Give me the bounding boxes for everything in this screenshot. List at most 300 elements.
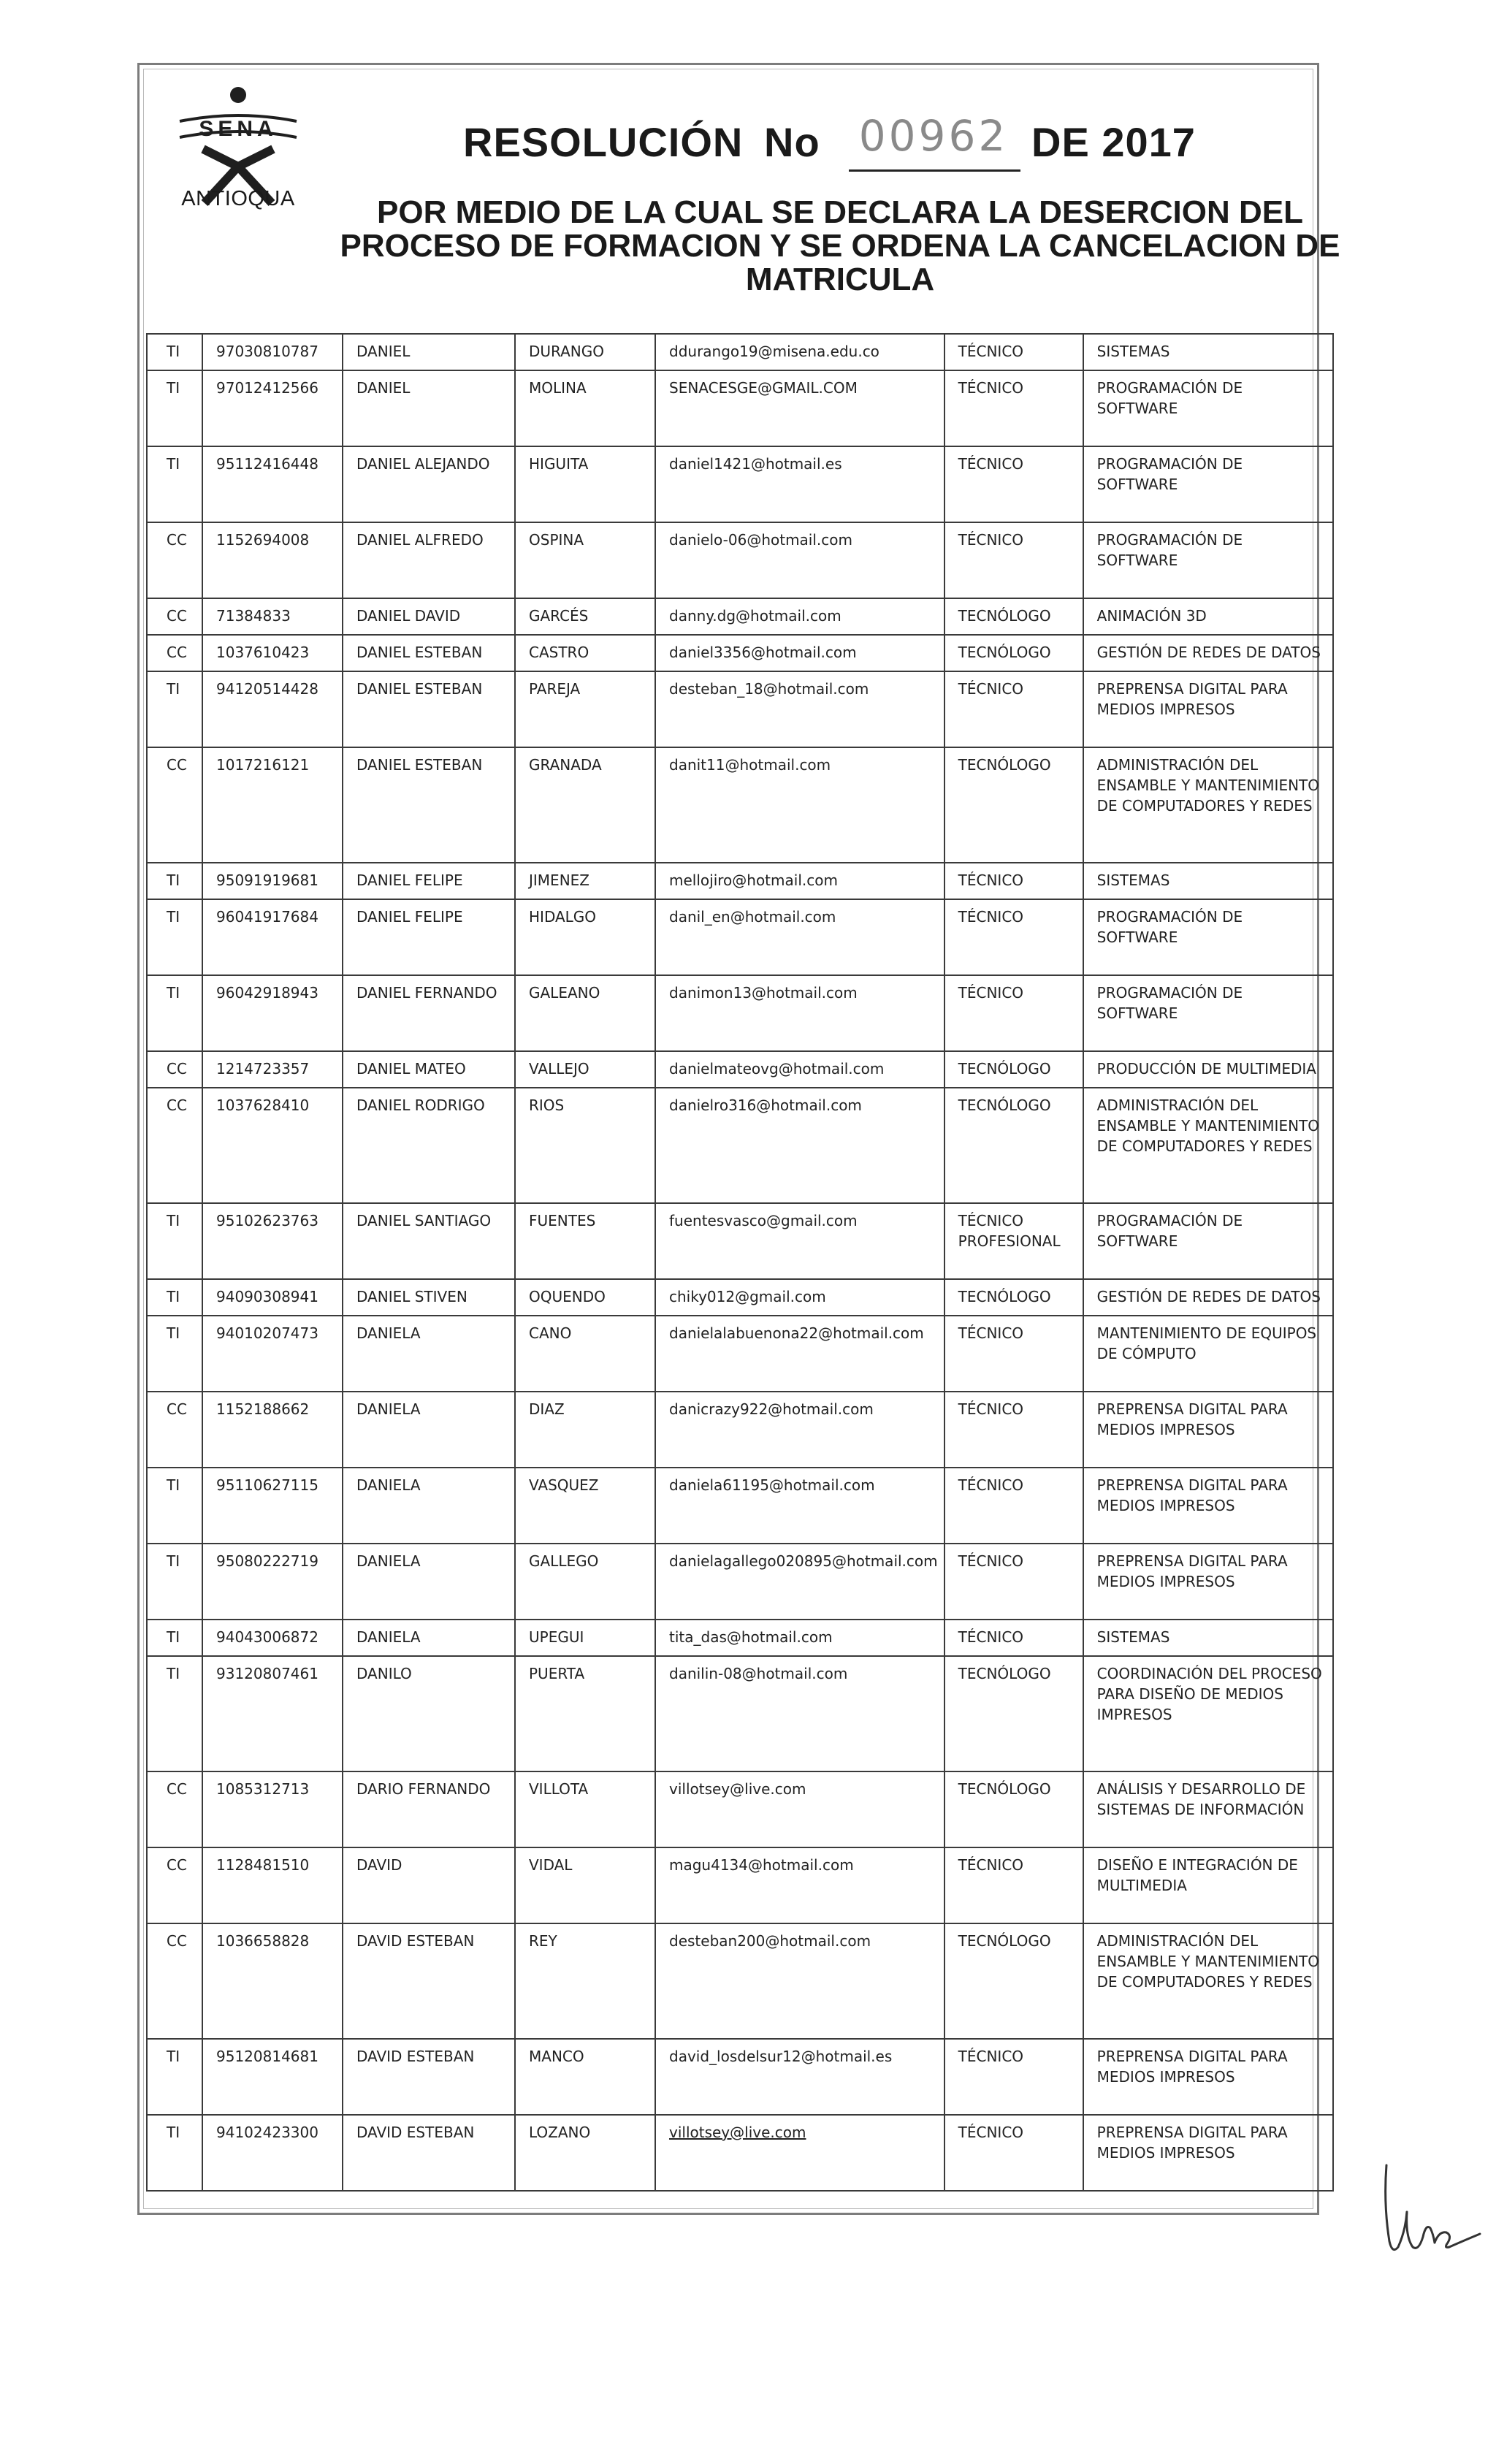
table-row	[147, 975, 1333, 1051]
cell-email-text: ddurango19@misena.edu.co	[669, 343, 879, 360]
cell-id-number-text: 95112416448	[216, 455, 318, 473]
table-row	[147, 334, 1333, 370]
cell-level	[944, 1088, 1083, 1203]
cell-id-number	[202, 598, 343, 635]
cell-first-name	[343, 334, 515, 370]
cell-id-type	[147, 2039, 202, 2115]
cell-email	[655, 1088, 944, 1203]
cell-program	[1083, 446, 1333, 522]
cell-email	[655, 975, 944, 1051]
cell-email-text: daniel1421@hotmail.es	[669, 455, 842, 473]
cell-program-text: GESTIÓN DE REDES DE DATOS	[1096, 644, 1321, 661]
cell-level	[944, 671, 1083, 747]
table-row	[147, 899, 1333, 975]
cell-first-name	[343, 1620, 515, 1656]
cell-id-number	[202, 1620, 343, 1656]
cell-first-name	[343, 1316, 515, 1392]
subject-line-3: MATRICULA	[745, 262, 935, 297]
cell-level	[944, 446, 1083, 522]
cell-email	[655, 1771, 944, 1847]
cell-program	[1083, 1923, 1333, 2039]
cell-first-name-text: DANIEL ESTEBAN	[356, 680, 483, 698]
cell-last-name	[515, 1771, 655, 1847]
cell-last-name-text: VALLEJO	[529, 1060, 589, 1077]
cell-first-name	[343, 1656, 515, 1771]
cell-first-name-text: DANIEL MATEO	[356, 1060, 466, 1077]
cell-level-text: TÉCNICO	[958, 379, 1024, 397]
student-roster-table	[146, 333, 1334, 2192]
cell-id-type-text: CC	[167, 644, 187, 661]
cell-last-name-text: OSPINA	[529, 531, 584, 549]
cell-level-text: TECNÓLOGO	[958, 1665, 1051, 1682]
cell-email	[655, 2039, 944, 2115]
cell-email-text: danielalabuenona22@hotmail.com	[669, 1324, 924, 1342]
cell-level-text: TÉCNICO	[958, 1552, 1024, 1570]
cell-id-number	[202, 1847, 343, 1923]
cell-email	[655, 522, 944, 598]
cell-id-number-text: 1214723357	[216, 1060, 310, 1077]
cell-id-number-text: 97012412566	[216, 379, 318, 397]
cell-id-number	[202, 1656, 343, 1771]
cell-last-name-text: GALEANO	[529, 984, 600, 1002]
cell-email-text[interactable]: villotsey@live.com	[669, 2124, 806, 2141]
cell-program	[1083, 522, 1333, 598]
cell-first-name-text: DANIEL STIVEN	[356, 1288, 468, 1305]
cell-id-type-text: CC	[167, 1780, 187, 1798]
student-roster-body	[147, 334, 1333, 2191]
cell-level	[944, 598, 1083, 635]
table-row	[147, 1088, 1333, 1203]
cell-id-type-text: TI	[167, 2124, 180, 2141]
cell-id-type-text: TI	[167, 1476, 180, 1494]
cell-program-text: PROGRAMACIÓN DE SOFTWARE	[1096, 379, 1243, 417]
cell-last-name-text: HIGUITA	[529, 455, 589, 473]
table-row	[147, 747, 1333, 863]
cell-id-type-text: TI	[167, 908, 180, 926]
cell-id-number-text: 96042918943	[216, 984, 318, 1002]
cell-first-name-text: DANIEL ESTEBAN	[356, 756, 483, 774]
cell-id-type	[147, 671, 202, 747]
cell-last-name-text: VIDAL	[529, 1856, 573, 1874]
cell-id-type-text: TI	[167, 1628, 180, 1646]
cell-email-text: danit11@hotmail.com	[669, 756, 831, 774]
cell-program-text: COORDINACIÓN DEL PROCESO PARA DISEÑO DE MEDIOS IMPRESOS	[1096, 1665, 1322, 1723]
cell-id-type	[147, 1088, 202, 1203]
cell-first-name-text: DANIELA	[356, 1400, 421, 1418]
cell-level	[944, 1771, 1083, 1847]
cell-level-text: TÉCNICO PROFESIONAL	[958, 1212, 1061, 1250]
cell-email-text: villotsey@live.com	[669, 1780, 806, 1798]
resolution-number-label: No	[764, 119, 820, 165]
cell-first-name	[343, 1923, 515, 2039]
cell-id-type	[147, 1279, 202, 1316]
cell-id-type	[147, 1847, 202, 1923]
cell-id-number-text: 95080222719	[216, 1552, 318, 1570]
cell-last-name-text: MOLINA	[529, 379, 587, 397]
cell-id-number-text: 1036658828	[216, 1932, 310, 1950]
cell-id-number-text: 1037628410	[216, 1096, 310, 1114]
cell-id-number	[202, 1203, 343, 1279]
cell-email	[655, 446, 944, 522]
cell-level	[944, 370, 1083, 446]
cell-id-number	[202, 1468, 343, 1544]
cell-program	[1083, 1088, 1333, 1203]
cell-id-number-text: 95110627115	[216, 1476, 318, 1494]
cell-email-text: daniel3356@hotmail.com	[669, 644, 857, 661]
cell-email-text: danielmateovg@hotmail.com	[669, 1060, 885, 1077]
cell-id-number	[202, 635, 343, 671]
cell-id-number-text: 95102623763	[216, 1212, 318, 1229]
cell-email	[655, 1468, 944, 1544]
cell-level-text: TÉCNICO	[958, 1324, 1024, 1342]
table-row	[147, 1316, 1333, 1392]
cell-id-type	[147, 1620, 202, 1656]
cell-id-number-text: 1085312713	[216, 1780, 310, 1798]
cell-id-type-text: TI	[167, 1665, 180, 1682]
cell-id-number	[202, 2039, 343, 2115]
cell-id-type-text: CC	[167, 1856, 187, 1874]
cell-level	[944, 863, 1083, 899]
cell-email-text: david_losdelsur12@hotmail.es	[669, 2048, 893, 2065]
cell-last-name	[515, 1468, 655, 1544]
cell-level-text: TÉCNICO	[958, 455, 1024, 473]
table-row	[147, 446, 1333, 522]
cell-first-name	[343, 1088, 515, 1203]
cell-first-name-text: DANIEL RODRIGO	[356, 1096, 485, 1114]
cell-last-name	[515, 975, 655, 1051]
cell-id-number	[202, 334, 343, 370]
cell-program	[1083, 598, 1333, 635]
cell-first-name-text: DANIEL ALFREDO	[356, 531, 484, 549]
resolution-title: RESOLUCIÓN	[463, 119, 744, 165]
cell-first-name	[343, 975, 515, 1051]
cell-id-number-text: 1152694008	[216, 531, 310, 549]
cell-first-name-text: DANIEL ALEJANDO	[356, 455, 490, 473]
cell-program-text: PROGRAMACIÓN DE SOFTWARE	[1096, 908, 1243, 946]
cell-program	[1083, 975, 1333, 1051]
cell-id-type-text: TI	[167, 1212, 180, 1229]
cell-first-name-text: DARIO FERNANDO	[356, 1780, 491, 1798]
table-row	[147, 1544, 1333, 1620]
cell-last-name-text: CASTRO	[529, 644, 589, 661]
cell-first-name	[343, 1392, 515, 1468]
cell-id-type	[147, 747, 202, 863]
cell-first-name-text: DANIEL FELIPE	[356, 871, 463, 889]
cell-level-text: TÉCNICO	[958, 984, 1024, 1002]
cell-email	[655, 2115, 944, 2191]
logo-brand: SENA	[199, 117, 278, 141]
cell-last-name-text: PUERTA	[529, 1665, 585, 1682]
cell-id-number-text: 97030810787	[216, 343, 318, 360]
cell-first-name	[343, 370, 515, 446]
cell-first-name-text: DANILO	[356, 1665, 412, 1682]
cell-program	[1083, 899, 1333, 975]
cell-id-type-text: CC	[167, 607, 187, 625]
cell-last-name	[515, 598, 655, 635]
cell-id-number-text: 93120807461	[216, 1665, 318, 1682]
cell-level-text: TÉCNICO	[958, 2048, 1024, 2065]
cell-email-text: SENACESGE@GMAIL.COM	[669, 379, 858, 397]
cell-program-text: SISTEMAS	[1096, 1628, 1170, 1646]
cell-id-type	[147, 1544, 202, 1620]
cell-first-name	[343, 598, 515, 635]
cell-id-number	[202, 2115, 343, 2191]
cell-id-type	[147, 446, 202, 522]
table-row	[147, 635, 1333, 671]
cell-last-name	[515, 1656, 655, 1771]
handwritten-signature	[1373, 2161, 1483, 2263]
cell-program	[1083, 1620, 1333, 1656]
cell-level-text: TECNÓLOGO	[958, 756, 1051, 774]
cell-email	[655, 1051, 944, 1088]
cell-program	[1083, 1316, 1333, 1392]
cell-first-name-text: DANIELA	[356, 1628, 421, 1646]
cell-level-text: TÉCNICO	[958, 680, 1024, 698]
cell-email-text: danicrazy922@hotmail.com	[669, 1400, 874, 1418]
cell-level-text: TECNÓLOGO	[958, 607, 1051, 625]
cell-program-text: PROGRAMACIÓN DE SOFTWARE	[1096, 531, 1243, 569]
cell-program-text: MANTENIMIENTO DE EQUIPOS DE CÓMPUTO	[1096, 1324, 1317, 1362]
cell-last-name-text: GRANADA	[529, 756, 602, 774]
cell-id-number	[202, 370, 343, 446]
cell-email-text: danielo-06@hotmail.com	[669, 531, 852, 549]
cell-id-number	[202, 747, 343, 863]
cell-level	[944, 635, 1083, 671]
subject-line-1: POR MEDIO DE LA CUAL SE DECLARA LA DESERCION DEL	[377, 194, 1303, 230]
cell-id-number-text: 94090308941	[216, 1288, 318, 1305]
table-row	[147, 2115, 1333, 2191]
cell-id-type	[147, 863, 202, 899]
cell-id-number-text: 1128481510	[216, 1856, 310, 1874]
cell-email	[655, 635, 944, 671]
cell-program-text: PREPRENSA DIGITAL PARA MEDIOS IMPRESOS	[1096, 1400, 1288, 1438]
cell-program	[1083, 2039, 1333, 2115]
cell-email	[655, 747, 944, 863]
cell-first-name-text: DAVID	[356, 1856, 402, 1874]
cell-id-number	[202, 522, 343, 598]
cell-program-text: PROGRAMACIÓN DE SOFTWARE	[1096, 455, 1243, 493]
cell-email-text: magu4134@hotmail.com	[669, 1856, 854, 1874]
cell-level	[944, 1620, 1083, 1656]
cell-last-name-text: MANCO	[529, 2048, 584, 2065]
cell-level	[944, 1051, 1083, 1088]
cell-program-text: PROGRAMACIÓN DE SOFTWARE	[1096, 1212, 1243, 1250]
cell-first-name-text: DANIELA	[356, 1324, 421, 1342]
cell-id-type	[147, 1392, 202, 1468]
cell-level-text: TÉCNICO	[958, 1628, 1024, 1646]
table-row	[147, 522, 1333, 598]
cell-first-name	[343, 1203, 515, 1279]
cell-id-type-text: TI	[167, 1288, 180, 1305]
cell-id-number	[202, 1088, 343, 1203]
cell-email	[655, 863, 944, 899]
cell-last-name-text: FUENTES	[529, 1212, 596, 1229]
cell-program-text: SISTEMAS	[1096, 871, 1170, 889]
cell-id-number	[202, 446, 343, 522]
cell-program-text: PROGRAMACIÓN DE SOFTWARE	[1096, 984, 1243, 1022]
cell-id-number-text: 1037610423	[216, 644, 310, 661]
cell-first-name-text: DAVID ESTEBAN	[356, 2048, 475, 2065]
cell-first-name	[343, 522, 515, 598]
cell-first-name-text: DANIEL FELIPE	[356, 908, 463, 926]
cell-first-name	[343, 747, 515, 863]
cell-program-text: ANIMACIÓN 3D	[1096, 607, 1207, 625]
cell-last-name-text: OQUENDO	[529, 1288, 606, 1305]
cell-id-type	[147, 1316, 202, 1392]
table-row	[147, 1051, 1333, 1088]
cell-id-number-text: 95120814681	[216, 2048, 318, 2065]
cell-last-name-text: CANO	[529, 1324, 572, 1342]
cell-id-number-text: 96041917684	[216, 908, 318, 926]
cell-last-name	[515, 1316, 655, 1392]
cell-level	[944, 1847, 1083, 1923]
cell-first-name-text: DAVID ESTEBAN	[356, 1932, 475, 1950]
cell-id-number-text: 94120514428	[216, 680, 318, 698]
cell-last-name-text: REY	[529, 1932, 557, 1950]
cell-id-number-text: 1152188662	[216, 1400, 310, 1418]
cell-last-name	[515, 446, 655, 522]
cell-first-name	[343, 1051, 515, 1088]
cell-id-number-text: 94010207473	[216, 1324, 318, 1342]
cell-last-name	[515, 1203, 655, 1279]
cell-last-name	[515, 1051, 655, 1088]
cell-program-text: GESTIÓN DE REDES DE DATOS	[1096, 1288, 1321, 1305]
cell-id-number	[202, 671, 343, 747]
cell-id-type-text: CC	[167, 756, 187, 774]
cell-last-name	[515, 370, 655, 446]
cell-program	[1083, 747, 1333, 863]
cell-first-name-text: DANIEL ESTEBAN	[356, 644, 483, 661]
cell-program	[1083, 671, 1333, 747]
cell-level-text: TÉCNICO	[958, 2124, 1024, 2141]
cell-last-name-text: VASQUEZ	[529, 1476, 599, 1494]
cell-level-text: TÉCNICO	[958, 1856, 1024, 1874]
cell-id-type-text: TI	[167, 343, 180, 360]
cell-level-text: TÉCNICO	[958, 343, 1024, 360]
cell-id-type	[147, 522, 202, 598]
table-row	[147, 1771, 1333, 1847]
cell-last-name	[515, 1620, 655, 1656]
table-row	[147, 863, 1333, 899]
cell-id-type	[147, 975, 202, 1051]
cell-level-text: TECNÓLOGO	[958, 1780, 1051, 1798]
cell-last-name	[515, 2039, 655, 2115]
cell-last-name	[515, 1088, 655, 1203]
table-row	[147, 1392, 1333, 1468]
cell-program-text: PREPRENSA DIGITAL PARA MEDIOS IMPRESOS	[1096, 1476, 1288, 1514]
cell-email	[655, 1203, 944, 1279]
cell-program	[1083, 863, 1333, 899]
cell-level	[944, 2039, 1083, 2115]
cell-email	[655, 1279, 944, 1316]
cell-id-type	[147, 899, 202, 975]
cell-email-text: danny.dg@hotmail.com	[669, 607, 842, 625]
cell-id-type	[147, 370, 202, 446]
cell-level-text: TÉCNICO	[958, 908, 1024, 926]
cell-level-text: TECNÓLOGO	[958, 1288, 1051, 1305]
cell-last-name-text: UPEGUI	[529, 1628, 584, 1646]
cell-last-name-text: DURANGO	[529, 343, 605, 360]
cell-id-type-text: CC	[167, 1060, 187, 1077]
cell-level	[944, 522, 1083, 598]
cell-email-text: desteban200@hotmail.com	[669, 1932, 871, 1950]
cell-email	[655, 1656, 944, 1771]
cell-first-name-text: DANIEL	[356, 379, 411, 397]
cell-program	[1083, 2115, 1333, 2191]
cell-last-name	[515, 1544, 655, 1620]
cell-email-text: danielro316@hotmail.com	[669, 1096, 862, 1114]
cell-id-number	[202, 1316, 343, 1392]
resolution-number-blank-line	[849, 169, 1020, 172]
cell-email-text: fuentesvasco@gmail.com	[669, 1212, 858, 1229]
cell-email	[655, 370, 944, 446]
cell-id-number-text: 95091919681	[216, 871, 318, 889]
cell-id-type-text: TI	[167, 1324, 180, 1342]
cell-program	[1083, 1468, 1333, 1544]
cell-id-number	[202, 1544, 343, 1620]
cell-email	[655, 1544, 944, 1620]
cell-last-name-text: DIAZ	[529, 1400, 565, 1418]
cell-last-name-text: VILLOTA	[529, 1780, 589, 1798]
cell-first-name	[343, 446, 515, 522]
cell-id-type-text: TI	[167, 680, 180, 698]
cell-program-text: SISTEMAS	[1096, 343, 1170, 360]
cell-id-type	[147, 1656, 202, 1771]
cell-first-name-text: DAVID ESTEBAN	[356, 2124, 475, 2141]
cell-program-text: ADMINISTRACIÓN DEL ENSAMBLE Y MANTENIMIENTO DE COMPUTADORES Y REDES	[1096, 756, 1319, 815]
cell-email-text: chiky012@gmail.com	[669, 1288, 826, 1305]
table-row	[147, 370, 1333, 446]
cell-id-number	[202, 1392, 343, 1468]
logo-caption: ANTIOQUA	[181, 187, 295, 210]
cell-last-name	[515, 2115, 655, 2191]
cell-id-type	[147, 1771, 202, 1847]
cell-level	[944, 747, 1083, 863]
table-row	[147, 671, 1333, 747]
cell-id-type-text: TI	[167, 871, 180, 889]
cell-email-text: mellojiro@hotmail.com	[669, 871, 838, 889]
cell-first-name-text: DANIEL SANTIAGO	[356, 1212, 492, 1229]
cell-id-number-text: 71384833	[216, 607, 291, 625]
cell-email-text: daniela61195@hotmail.com	[669, 1476, 875, 1494]
cell-program	[1083, 1051, 1333, 1088]
table-row	[147, 1847, 1333, 1923]
cell-last-name	[515, 334, 655, 370]
cell-program-text: ANÁLISIS Y DESARROLLO DE SISTEMAS DE INFORMACIÓN	[1096, 1780, 1306, 1818]
cell-program-text: PREPRENSA DIGITAL PARA MEDIOS IMPRESOS	[1096, 2124, 1288, 2162]
cell-program	[1083, 1392, 1333, 1468]
cell-program-text: PREPRENSA DIGITAL PARA MEDIOS IMPRESOS	[1096, 1552, 1288, 1590]
cell-email-text: desteban_18@hotmail.com	[669, 680, 869, 698]
cell-email	[655, 1316, 944, 1392]
cell-id-number-text: 94043006872	[216, 1628, 318, 1646]
cell-first-name-text: DANIEL	[356, 343, 411, 360]
cell-program-text: ADMINISTRACIÓN DEL ENSAMBLE Y MANTENIMIENTO DE COMPUTADORES Y REDES	[1096, 1096, 1319, 1155]
cell-last-name	[515, 1847, 655, 1923]
cell-level	[944, 1392, 1083, 1468]
cell-level	[944, 1544, 1083, 1620]
cell-last-name	[515, 1392, 655, 1468]
cell-id-type-text: CC	[167, 1932, 187, 1950]
cell-program-text: ADMINISTRACIÓN DEL ENSAMBLE Y MANTENIMIENTO DE COMPUTADORES Y REDES	[1096, 1932, 1319, 1991]
cell-email-text: danilin-08@hotmail.com	[669, 1665, 848, 1682]
cell-last-name-text: LOZANO	[529, 2124, 591, 2141]
cell-email-text: danielagallego020895@hotmail.com	[669, 1552, 938, 1570]
table-row	[147, 1468, 1333, 1544]
cell-id-type-text: CC	[167, 1400, 187, 1418]
cell-id-type-text: CC	[167, 531, 187, 549]
table-row	[147, 1279, 1333, 1316]
